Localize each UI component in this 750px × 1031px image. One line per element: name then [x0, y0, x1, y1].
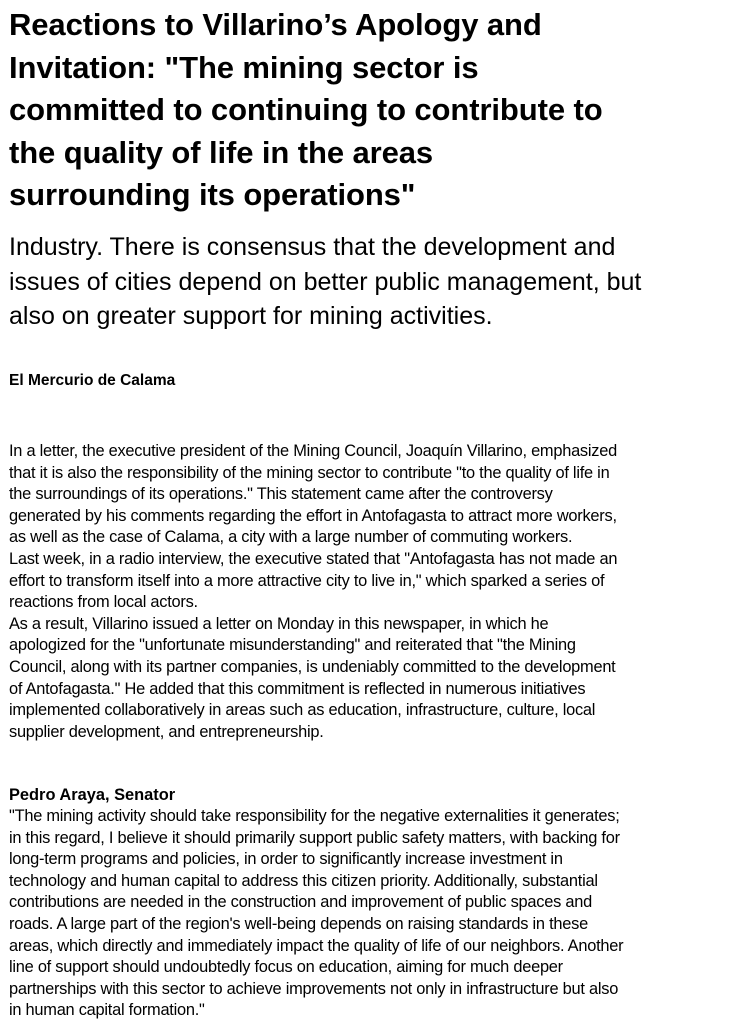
reaction-author: Pedro Araya, Senator [9, 786, 176, 804]
text-line: technology and human capital to address this citizen priority. Additionally, substantial [9, 871, 598, 890]
text-line: As a result, Villarino issued a letter on Monday in this newspaper, in which he [9, 614, 549, 633]
text-line: roads. A large part of the region's well-being depends on raising standards in these [9, 914, 588, 933]
text-line: supplier development, and entrepreneurship. [9, 722, 324, 741]
article-byline: El Mercurio de Calama [9, 372, 176, 389]
text-line: effort to transform itself into a more attractive city to live in," which sparked a series of [9, 571, 605, 590]
text-line: committed to continuing to contribute to [9, 92, 603, 127]
text-line: Reactions to Villarino’s Apology and [9, 7, 542, 42]
text-line: apologized for the "unfortunate misunderstanding" and reiterated that "the Mining [9, 636, 576, 655]
text-line: partnerships with this sector to achieve improvements not only in infrastructure but also [9, 979, 619, 998]
text-line: also on greater support for mining activities. [9, 302, 493, 330]
reaction-quote [9, 806, 623, 1022]
text-line: Last week, in a radio interview, the executive stated that "Antofagasta has not made an [9, 549, 618, 568]
text-line: reactions from local actors. [9, 593, 198, 612]
text-line: areas, which directly and immediately impact the quality of life of our neighbors. Another [9, 936, 624, 955]
text-line: in this regard, I believe it should primarily support public safety matters, with backing for [9, 828, 620, 847]
text-line: that it is also the responsibility of the mining sector to contribute "to the quality of life in [9, 463, 610, 482]
text-line: in human capital formation." [9, 1001, 205, 1020]
text-line: "The mining activity should take responsibility for the negative externalities it generates; [9, 807, 620, 825]
article-title [9, 4, 603, 217]
text-line: Invitation: "The mining sector is [9, 49, 479, 85]
text-line: surrounding its operations" [9, 177, 416, 212]
text-line: Industry. There is consensus that the development and [9, 233, 616, 261]
text-line: contributions are needed in the construction and improvement of public spaces and [9, 893, 592, 912]
text-line: In a letter, the executive president of the Mining Council, Joaquín Villarino, emphasized [9, 442, 617, 460]
text-line: implemented collaboratively in areas such as education, infrastructure, culture, local [9, 701, 596, 720]
article-body [9, 441, 617, 743]
text-line: long-term programs and policies, in order to significantly increase investment in [9, 850, 563, 869]
article-subtitle [9, 230, 641, 334]
text-line: the quality of life in the areas [9, 134, 434, 170]
text-line: of Antofagasta." He added that this commitment is reflected in numerous initiatives [9, 679, 586, 698]
text-line: line of support should undoubtedly focus on education, aiming for much deeper [9, 958, 563, 977]
text-line: issues of cities depend on better public management, but [9, 267, 642, 296]
text-line: generated by his comments regarding the effort in Antofagasta to attract more workers, [9, 506, 617, 525]
text-line: the surroundings of its operations." This statement came after the controversy [9, 485, 553, 504]
text-line: as well as the case of Calama, a city with a large number of commuting workers. [9, 528, 573, 547]
text-line: Council, along with its partner companies, is undeniably committed to the development [9, 657, 616, 676]
